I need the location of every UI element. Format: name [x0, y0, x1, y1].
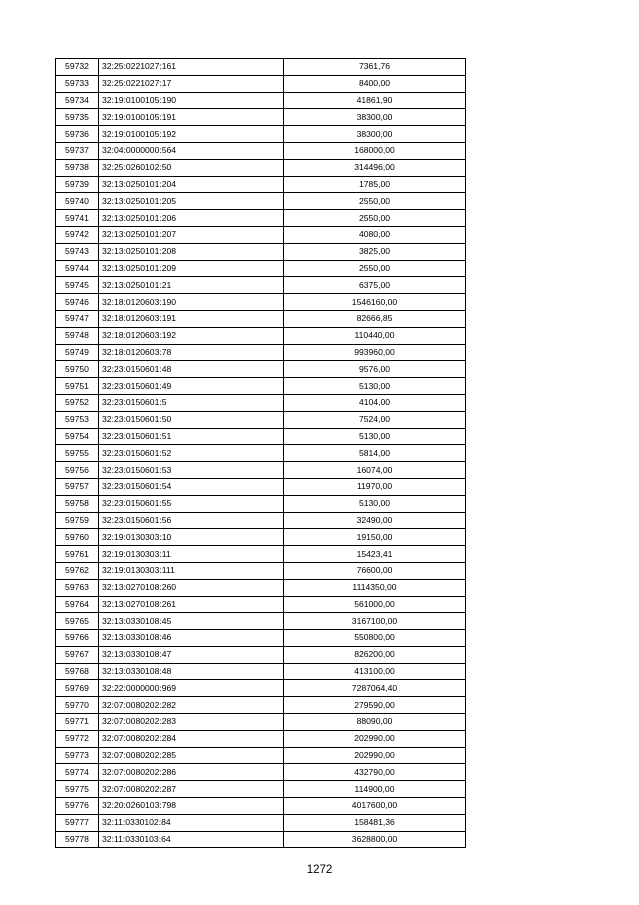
cadastral-number: 32:23:0150601:51 [99, 428, 284, 445]
amount: 5130,00 [284, 428, 466, 445]
cadastral-number: 32:07:0080202:287 [99, 781, 284, 798]
row-number: 59766 [56, 630, 99, 647]
cadastral-number: 32:22:0000000:969 [99, 680, 284, 697]
table-row [56, 411, 466, 428]
table-row [56, 747, 466, 764]
table-row [56, 327, 466, 344]
row-number: 59749 [56, 344, 99, 361]
cadastral-number: 32:13:0330108:46 [99, 630, 284, 647]
cadastral-number: 32:07:0080202:286 [99, 764, 284, 781]
cadastral-number: 32:25:0221027:161 [99, 59, 284, 76]
cadastral-number: 32:23:0150601:53 [99, 462, 284, 479]
cadastral-number: 32:07:0080202:283 [99, 714, 284, 731]
amount: 7524,00 [284, 411, 466, 428]
cadastral-number: 32:20:0260103:798 [99, 798, 284, 815]
row-number: 59733 [56, 75, 99, 92]
cadastral-value-table [55, 58, 466, 848]
amount: 3628800,00 [284, 831, 466, 848]
cadastral-number: 32:07:0080202:284 [99, 730, 284, 747]
table-row [56, 814, 466, 831]
amount: 8400,00 [284, 75, 466, 92]
row-number: 59768 [56, 663, 99, 680]
table-row [56, 260, 466, 277]
row-number: 59734 [56, 92, 99, 109]
row-number: 59752 [56, 394, 99, 411]
table-row [56, 159, 466, 176]
amount: 19150,00 [284, 529, 466, 546]
table-row [56, 697, 466, 714]
cadastral-number: 32:13:0250101:207 [99, 226, 284, 243]
table-row [56, 546, 466, 563]
row-number: 59753 [56, 411, 99, 428]
cadastral-number: 32:13:0250101:21 [99, 277, 284, 294]
table-row [56, 596, 466, 613]
cadastral-number: 32:11:0330103:64 [99, 831, 284, 848]
table-row [56, 361, 466, 378]
table-row [56, 75, 466, 92]
table-row [56, 613, 466, 630]
row-number: 59758 [56, 495, 99, 512]
table-row [56, 529, 466, 546]
table-body [56, 59, 466, 848]
amount: 3167100,00 [284, 613, 466, 630]
amount: 826200,00 [284, 646, 466, 663]
table-row [56, 764, 466, 781]
cadastral-number: 32:25:0260102:50 [99, 159, 284, 176]
amount: 11970,00 [284, 478, 466, 495]
cadastral-number: 32:07:0080202:285 [99, 747, 284, 764]
amount: 38300,00 [284, 109, 466, 126]
amount: 550800,00 [284, 630, 466, 647]
amount: 2550,00 [284, 210, 466, 227]
amount: 314496,00 [284, 159, 466, 176]
row-number: 59761 [56, 546, 99, 563]
row-number: 59732 [56, 59, 99, 76]
table-row [56, 579, 466, 596]
row-number: 59776 [56, 798, 99, 815]
amount: 413100,00 [284, 663, 466, 680]
table-row [56, 630, 466, 647]
table-row [56, 663, 466, 680]
table-row [56, 781, 466, 798]
cadastral-number: 32:23:0150601:55 [99, 495, 284, 512]
amount: 82666,85 [284, 310, 466, 327]
row-number: 59765 [56, 613, 99, 630]
table-row [56, 646, 466, 663]
cadastral-number: 32:19:0100105:191 [99, 109, 284, 126]
table-row [56, 226, 466, 243]
cadastral-number: 32:23:0150601:56 [99, 512, 284, 529]
amount: 5130,00 [284, 495, 466, 512]
row-number: 59773 [56, 747, 99, 764]
amount: 5814,00 [284, 445, 466, 462]
table-row [56, 831, 466, 848]
amount: 88090,00 [284, 714, 466, 731]
amount: 6375,00 [284, 277, 466, 294]
table-row [56, 378, 466, 395]
table-row [56, 176, 466, 193]
table-row [56, 798, 466, 815]
table-row [56, 310, 466, 327]
table-row [56, 92, 466, 109]
row-number: 59739 [56, 176, 99, 193]
cadastral-number: 32:13:0270108:260 [99, 579, 284, 596]
amount: 41861,90 [284, 92, 466, 109]
row-number: 59738 [56, 159, 99, 176]
cadastral-number: 32:13:0250101:205 [99, 193, 284, 210]
table-row [56, 59, 466, 76]
amount: 76600,00 [284, 562, 466, 579]
amount: 561000,00 [284, 596, 466, 613]
cadastral-number: 32:18:0120603:78 [99, 344, 284, 361]
table-row [56, 193, 466, 210]
table-row [56, 495, 466, 512]
cadastral-number: 32:11:0330102:84 [99, 814, 284, 831]
cadastral-number: 32:13:0250101:204 [99, 176, 284, 193]
table-row [56, 344, 466, 361]
amount: 993960,00 [284, 344, 466, 361]
row-number: 59777 [56, 814, 99, 831]
cadastral-number: 32:23:0150601:49 [99, 378, 284, 395]
table-row [56, 680, 466, 697]
cadastral-number: 32:23:0150601:50 [99, 411, 284, 428]
table-row [56, 109, 466, 126]
amount: 110440,00 [284, 327, 466, 344]
cadastral-number: 32:18:0120603:191 [99, 310, 284, 327]
cadastral-number: 32:23:0150601:54 [99, 478, 284, 495]
cadastral-number: 32:13:0250101:209 [99, 260, 284, 277]
table-row [56, 512, 466, 529]
cadastral-number: 32:13:0330108:47 [99, 646, 284, 663]
cadastral-number: 32:25:0221027:17 [99, 75, 284, 92]
amount: 32490,00 [284, 512, 466, 529]
row-number: 59762 [56, 562, 99, 579]
cadastral-number: 32:19:0130303:111 [99, 562, 284, 579]
table-row [56, 210, 466, 227]
table-row [56, 478, 466, 495]
table-row [56, 394, 466, 411]
row-number: 59778 [56, 831, 99, 848]
row-number: 59760 [56, 529, 99, 546]
cadastral-number: 32:13:0250101:208 [99, 243, 284, 260]
amount: 9576,00 [284, 361, 466, 378]
amount: 279590,00 [284, 697, 466, 714]
row-number: 59750 [56, 361, 99, 378]
amount: 1546160,00 [284, 294, 466, 311]
row-number: 59759 [56, 512, 99, 529]
cadastral-number: 32:13:0330108:48 [99, 663, 284, 680]
table-row [56, 428, 466, 445]
amount: 202990,00 [284, 730, 466, 747]
row-number: 59775 [56, 781, 99, 798]
cadastral-number: 32:07:0080202:282 [99, 697, 284, 714]
row-number: 59755 [56, 445, 99, 462]
row-number: 59772 [56, 730, 99, 747]
row-number: 59745 [56, 277, 99, 294]
table-row [56, 294, 466, 311]
amount: 432790,00 [284, 764, 466, 781]
row-number: 59742 [56, 226, 99, 243]
row-number: 59764 [56, 596, 99, 613]
cadastral-number: 32:18:0120603:192 [99, 327, 284, 344]
cadastral-number: 32:23:0150601:52 [99, 445, 284, 462]
page-number: 1272 [306, 864, 333, 876]
cadastral-number: 32:19:0130303:11 [99, 546, 284, 563]
table-row [56, 243, 466, 260]
row-number: 59769 [56, 680, 99, 697]
amount: 202990,00 [284, 747, 466, 764]
table-row [56, 142, 466, 159]
amount: 7287064,40 [284, 680, 466, 697]
amount: 158481,36 [284, 814, 466, 831]
row-number: 59741 [56, 210, 99, 227]
amount: 38300,00 [284, 126, 466, 143]
row-number: 59756 [56, 462, 99, 479]
row-number: 59774 [56, 764, 99, 781]
amount: 7361,76 [284, 59, 466, 76]
cadastral-number: 32:23:0150601:5 [99, 394, 284, 411]
table-row [56, 714, 466, 731]
cadastral-number: 32:19:0130303:10 [99, 529, 284, 546]
row-number: 59754 [56, 428, 99, 445]
amount: 114900,00 [284, 781, 466, 798]
row-number: 59763 [56, 579, 99, 596]
cadastral-number: 32:19:0100105:190 [99, 92, 284, 109]
row-number: 59757 [56, 478, 99, 495]
row-number: 59747 [56, 310, 99, 327]
amount: 4104,00 [284, 394, 466, 411]
row-number: 59737 [56, 142, 99, 159]
row-number: 59735 [56, 109, 99, 126]
amount: 15423,41 [284, 546, 466, 563]
row-number: 59748 [56, 327, 99, 344]
amount: 3825,00 [284, 243, 466, 260]
row-number: 59746 [56, 294, 99, 311]
row-number: 59767 [56, 646, 99, 663]
row-number: 59740 [56, 193, 99, 210]
cadastral-number: 32:04:0000000:564 [99, 142, 284, 159]
row-number: 59743 [56, 243, 99, 260]
table-row [56, 730, 466, 747]
amount: 16074,00 [284, 462, 466, 479]
cadastral-number: 32:13:0330108:45 [99, 613, 284, 630]
amount: 1114350,00 [284, 579, 466, 596]
cadastral-number: 32:18:0120603:190 [99, 294, 284, 311]
amount: 168000,00 [284, 142, 466, 159]
table-row [56, 445, 466, 462]
table-row [56, 462, 466, 479]
cadastral-number: 32:23:0150601:48 [99, 361, 284, 378]
cadastral-number: 32:19:0100105:192 [99, 126, 284, 143]
amount: 5130,00 [284, 378, 466, 395]
cadastral-number: 32:13:0270108:261 [99, 596, 284, 613]
amount: 4080,00 [284, 226, 466, 243]
row-number: 59744 [56, 260, 99, 277]
amount: 4017600,00 [284, 798, 466, 815]
amount: 2550,00 [284, 193, 466, 210]
row-number: 59751 [56, 378, 99, 395]
amount: 1785,00 [284, 176, 466, 193]
table-row [56, 277, 466, 294]
amount: 2550,00 [284, 260, 466, 277]
table-row [56, 562, 466, 579]
row-number: 59770 [56, 697, 99, 714]
row-number: 59771 [56, 714, 99, 731]
table-row [56, 126, 466, 143]
row-number: 59736 [56, 126, 99, 143]
cadastral-number: 32:13:0250101:206 [99, 210, 284, 227]
